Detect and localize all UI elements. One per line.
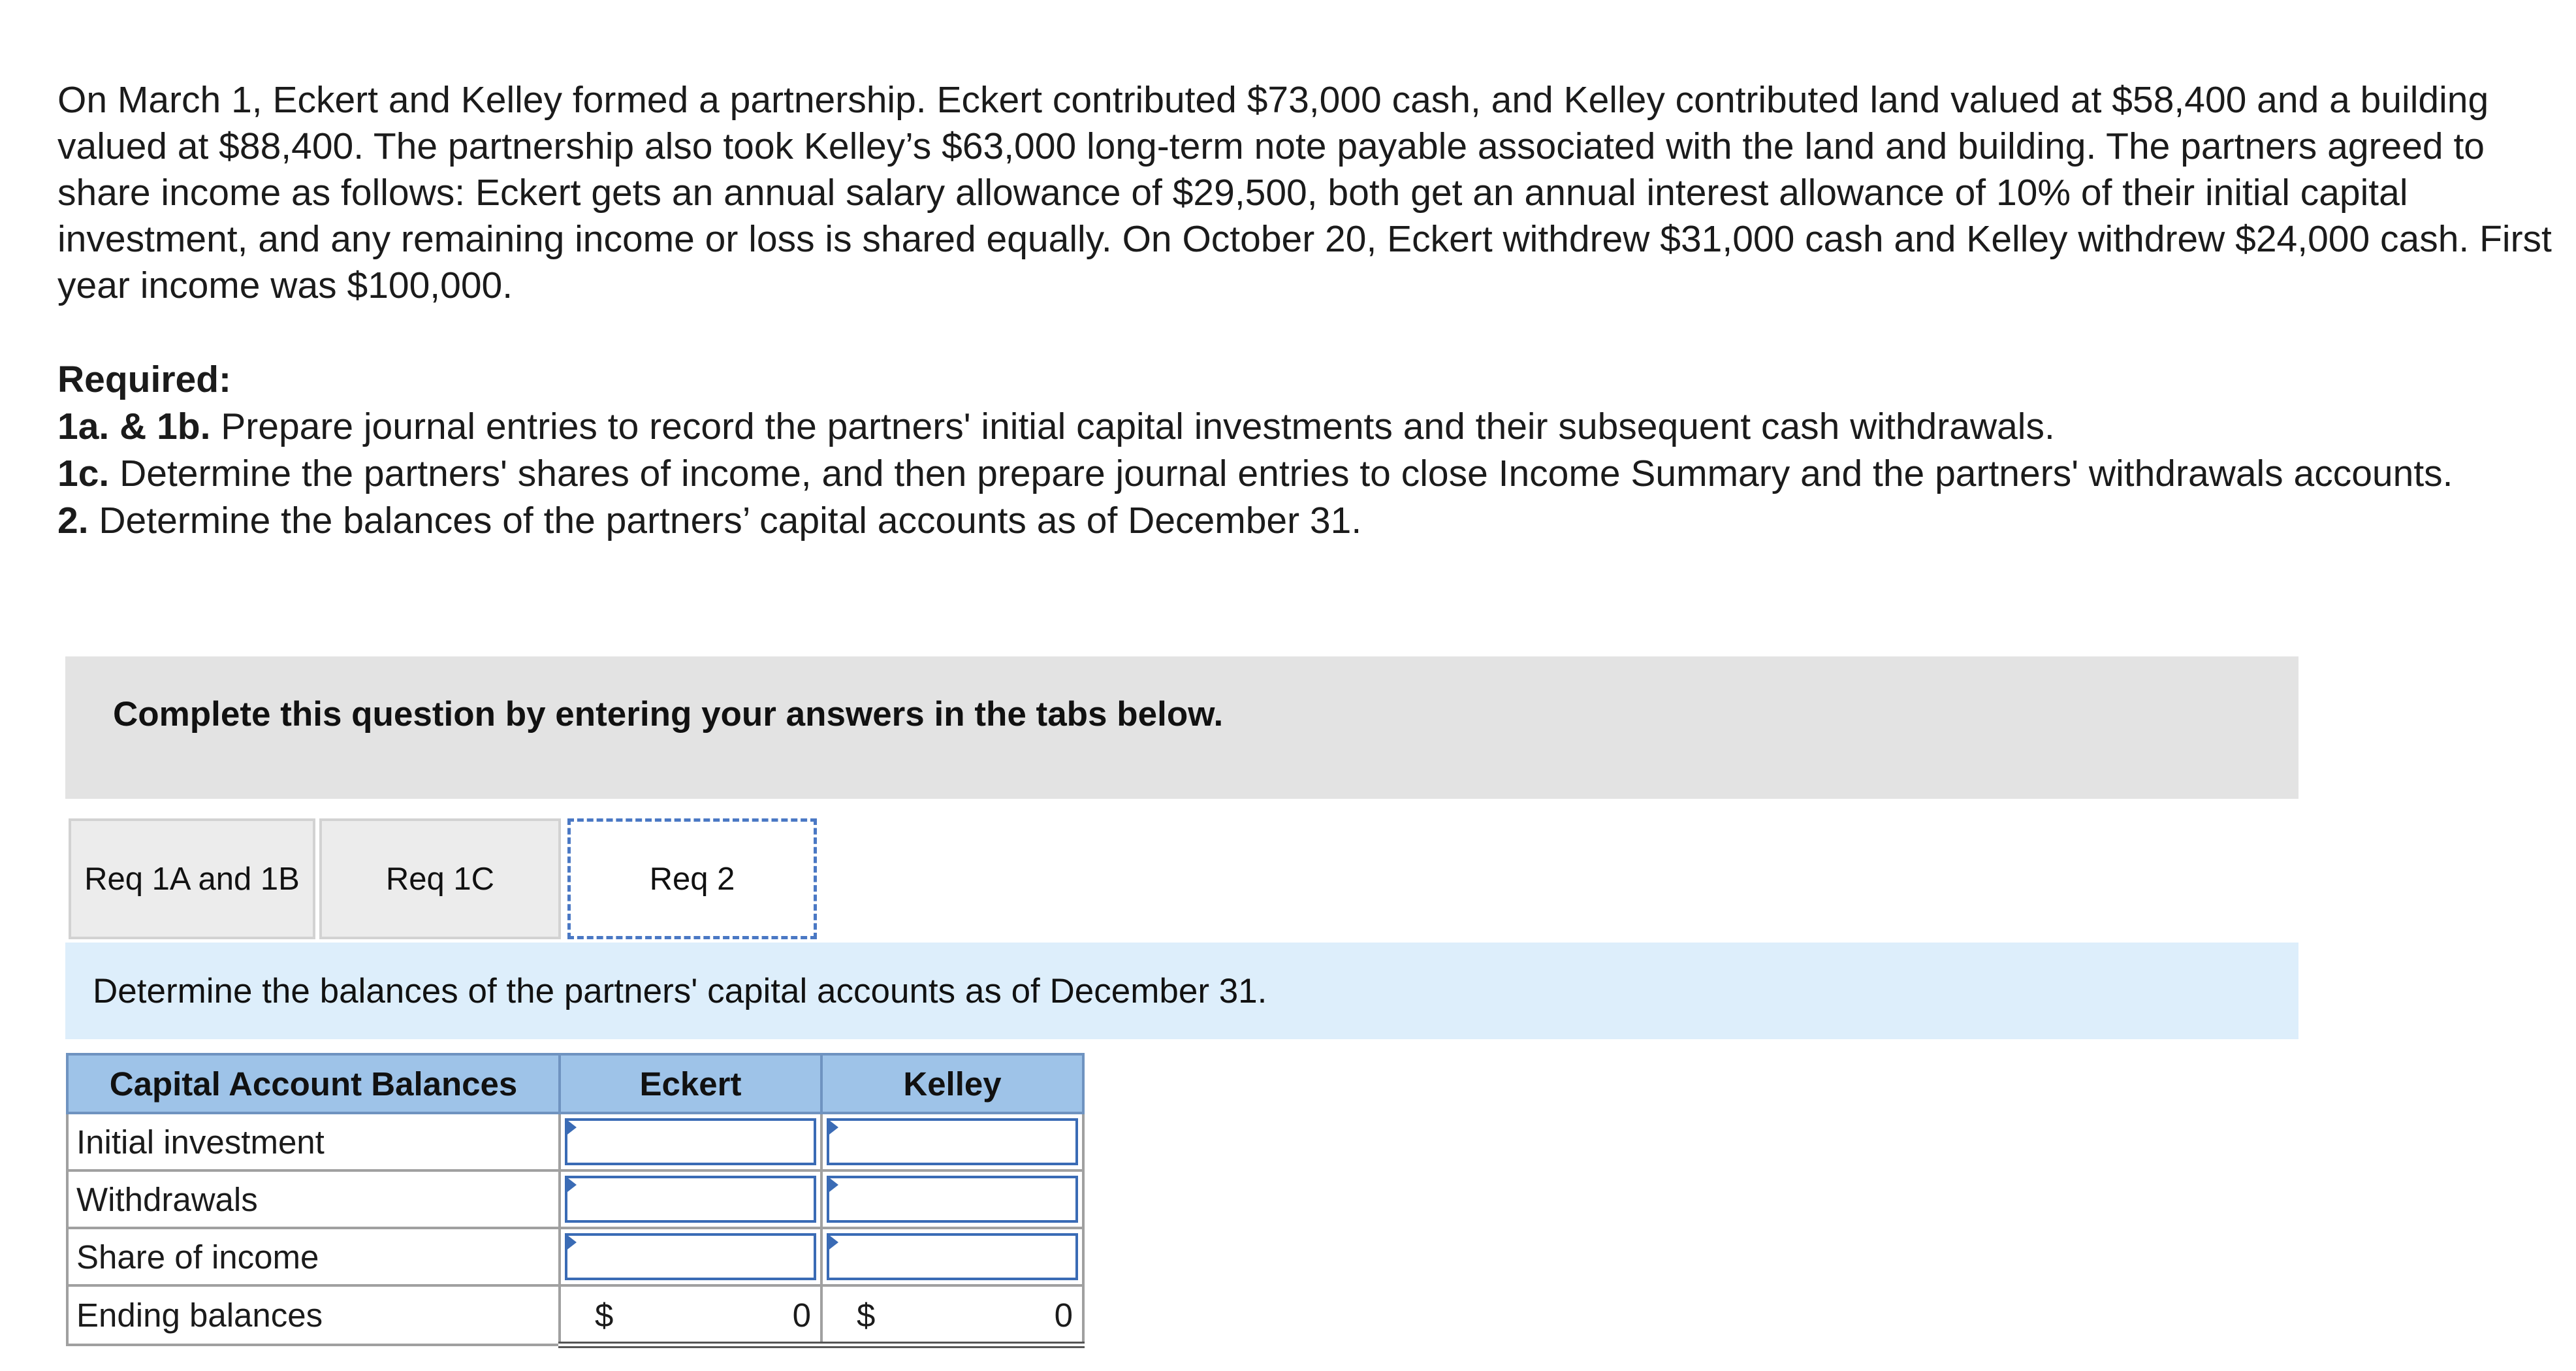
input-box: [565, 1118, 816, 1165]
table-row-initial-investment: [67, 1113, 1083, 1170]
row-label: Share of income: [67, 1228, 560, 1285]
eckert-withdrawals-input[interactable]: [567, 1178, 814, 1220]
row-label: Withdrawals: [67, 1170, 560, 1228]
kelley-share-of-income-input[interactable]: [829, 1236, 1075, 1278]
table-row-share-of-income: [67, 1228, 1083, 1285]
instructions-banner: [65, 656, 2298, 799]
column-header-eckert: Eckert: [560, 1054, 821, 1113]
required-item-label: 1a. & 1b.: [57, 406, 211, 447]
currency-symbol: $: [595, 1297, 614, 1334]
input-box: [827, 1233, 1078, 1280]
tab-req-1c[interactable]: Req 1C: [319, 818, 561, 939]
capital-balances-table: [66, 1053, 1085, 1348]
eckert-withdrawals-cell: [560, 1170, 821, 1228]
required-item-2: [57, 497, 2552, 544]
eckert-share-of-income-cell: [560, 1228, 821, 1285]
tab-instruction-text: Determine the balances of the partners' capital accounts as of December 31.: [93, 972, 1267, 1010]
eckert-ending-balance-value: 0: [792, 1297, 811, 1334]
kelley-withdrawals-input[interactable]: [829, 1178, 1075, 1220]
required-item-1c: [57, 450, 2552, 497]
tab-req-2[interactable]: Req 2: [567, 818, 817, 939]
kelley-ending-balance-cell: [821, 1285, 1083, 1345]
required-item-1ab: [57, 403, 2552, 450]
table-row-withdrawals: [67, 1170, 1083, 1228]
row-label: Initial investment: [67, 1113, 560, 1170]
currency-symbol: $: [857, 1297, 876, 1334]
input-box: [565, 1233, 816, 1280]
required-item-label: 2.: [57, 500, 89, 541]
banner-text: Complete this question by entering your answers in the tabs below.: [113, 695, 1224, 734]
eckert-initial-investment-cell: [560, 1113, 821, 1170]
required-item-label: 1c.: [57, 453, 110, 494]
required-section: [57, 356, 2552, 544]
row-label: Ending balances: [67, 1285, 560, 1345]
eckert-share-of-income-input[interactable]: [567, 1236, 814, 1278]
tab-req-1a-1b[interactable]: Req 1A and 1B: [69, 818, 315, 939]
input-box: [565, 1176, 816, 1223]
input-box: [827, 1118, 1078, 1165]
column-header-capital-account-balances: Capital Account Balances: [67, 1054, 560, 1113]
kelley-ending-balance-value: 0: [1054, 1297, 1073, 1334]
problem-statement: On March 1, Eckert and Kelley formed a partnership. Eckert contributed $73,000 cash, and Kelley contributed land valued at $58,400 and a building valued at $88,400. The partnership also took Kelley’s $63,000 long-term note payable associated with the land and building. The partners agreed to share income as follows: Eckert gets an annual salary allowance of $29,500, both get an annual interest allowance of 10% of their initial capital investment, and any remaining income or loss is shared equally. On October 20, Eckert withdrew $31,000 cash and Kelley withdrew $24,000 cash. First year income was $100,000.: [57, 79, 2552, 306]
required-item-text: Prepare journal entries to record the partners' initial capital investments and their subsequent cash withdrawals.: [210, 406, 2055, 447]
eckert-initial-investment-input[interactable]: [567, 1121, 814, 1163]
required-heading: Required:: [57, 359, 232, 400]
table-header-row: [67, 1054, 1083, 1113]
required-item-text: Determine the balances of the partners’ capital accounts as of December 31.: [88, 500, 1362, 541]
kelley-withdrawals-cell: [821, 1170, 1083, 1228]
kelley-initial-investment-cell: [821, 1113, 1083, 1170]
kelley-share-of-income-cell: [821, 1228, 1083, 1285]
tab-instruction-panel: [65, 943, 2298, 1039]
table-row-ending-balances: [67, 1285, 1083, 1345]
column-header-kelley: Kelley: [821, 1054, 1083, 1113]
input-box: [827, 1176, 1078, 1223]
eckert-ending-balance-cell: [560, 1285, 821, 1345]
kelley-initial-investment-input[interactable]: [829, 1121, 1075, 1163]
required-item-text: Determine the partners' shares of income, and then prepare journal entries to close Income Summary and the partners' withdrawals accounts.: [109, 453, 2453, 494]
